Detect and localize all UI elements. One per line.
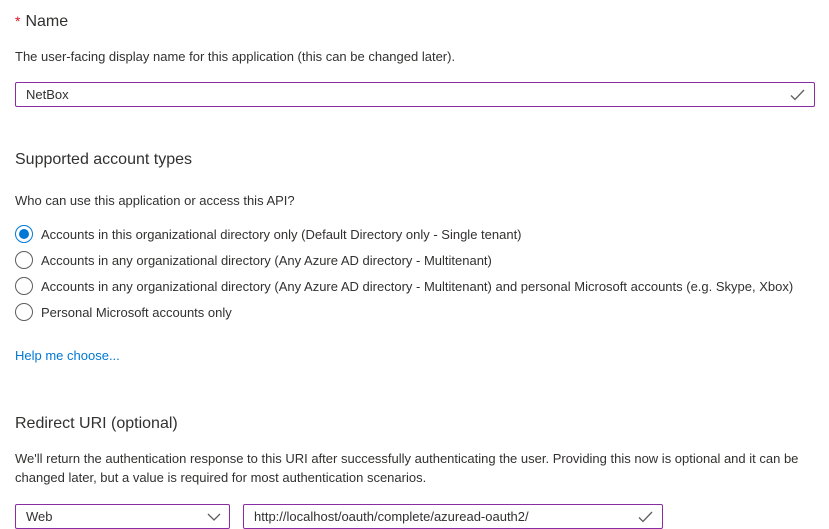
radio-icon [15,303,33,321]
redirect-uri-controls [15,504,815,529]
radio-option-multitenant-personal[interactable] [15,273,815,299]
supported-account-types-section [15,150,815,365]
radio-option-label: Accounts in this organizational directory only (Default Directory only - Single tenant) [41,226,522,242]
radio-option-label: Accounts in any organizational directory (Any Azure AD directory - Multitenant) [41,252,492,268]
supported-account-types-title: Supported account types [15,151,193,168]
redirect-uri-description: We'll return the authentication response to this URI after successfully authenticating the user. Providing this now is optional and it can be changed later, but a value is required for most authentication scenarios. [15,451,799,485]
redirect-uri-title: Redirect URI (optional) [15,415,178,432]
radio-option-label: Accounts in any organizational directory (Any Azure AD directory - Multitenant) and personal Microsoft accounts (e.g. Skype, Xbox) [41,278,794,294]
radio-icon [15,251,33,269]
platform-select[interactable] [15,504,230,529]
radio-option-personal-only[interactable] [15,299,815,325]
redirect-uri-section [15,414,815,529]
name-input-container [15,82,815,107]
radio-option-single-tenant[interactable] [15,221,815,247]
required-asterisk: * [15,13,21,29]
radio-icon [15,225,33,243]
chevron-down-icon [207,513,221,521]
redirect-uri-input[interactable] [244,505,638,528]
account-types-radio-group [15,221,815,325]
name-description: The user-facing display name for this application (this can be changed later). [15,49,456,64]
help-me-choose-link[interactable]: Help me choose... [15,348,120,363]
radio-option-label: Personal Microsoft accounts only [41,304,232,320]
name-section [15,11,815,107]
redirect-uri-input-container [243,504,663,529]
radio-icon [15,277,33,295]
name-input[interactable] [16,83,790,106]
radio-option-multitenant[interactable] [15,247,815,273]
valid-checkmark-icon [638,511,653,523]
name-section-title [15,11,815,32]
platform-select-value: Web [26,509,53,524]
name-title-text: Name [25,13,69,30]
account-types-question: Who can use this application or access this API? [15,193,295,208]
valid-checkmark-icon [790,89,805,101]
